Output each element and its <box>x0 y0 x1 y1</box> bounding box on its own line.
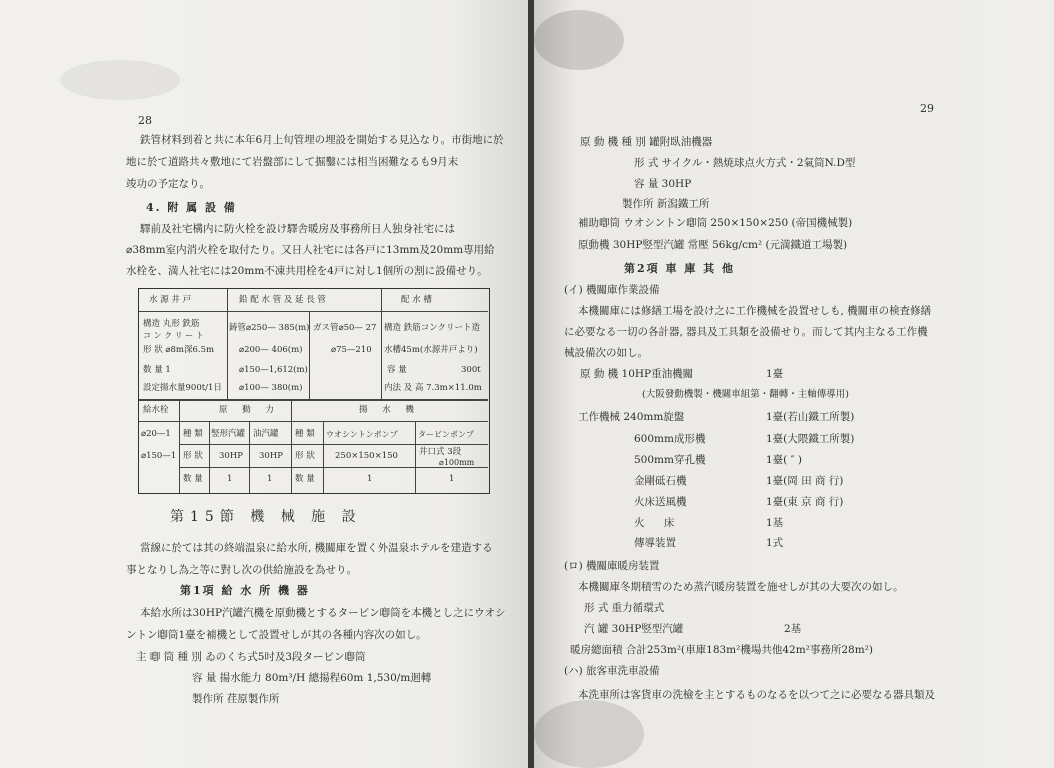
equip-qty: 1臺(大隈鐵工所製) <box>766 433 855 445</box>
header-water-tap: 給水栓 <box>143 405 169 415</box>
section-heading: 第15節 機 械 施 設 <box>170 509 362 525</box>
cell: 数 量 <box>295 474 315 484</box>
para-ha: 本洗車所は客貨車の洗檢を主とするものなるを以つて之に必要なる器具類及 <box>578 689 935 701</box>
cell: 1 <box>367 474 373 484</box>
cell: 鋳管⌀250— 385(m) <box>229 323 310 333</box>
header-water-tank: 配 水 槽 <box>401 295 432 305</box>
table-rule <box>139 421 488 422</box>
header-distribution-pipe: 鉛 配 水 管 及 延 長 管 <box>239 295 326 305</box>
table-rule <box>227 289 228 399</box>
pump-line2: 容 量 揚水能力 80m³/H 總揚程60m 1,530/m迴轉 <box>192 672 432 684</box>
para1-line2: 地に於て道路共々敷地にて岩盤部にして掘鑿には相当困難なるも9月末 <box>126 156 459 168</box>
sub1-heading: 第1項 給 水 所 機 器 <box>180 584 310 597</box>
table-rule <box>415 421 416 493</box>
para1-line1: 鉄管材料到着と共に本年6月上旬管埋の埋設を開始する見込なり。市街地に於 <box>140 134 504 146</box>
ro-heading: (ロ) 機關庫暖房装置 <box>564 560 660 572</box>
cell: コ ン ク リ ー ト <box>143 331 204 340</box>
equip-note: (大阪發動機製・機關車組第・翻轉・主軸傳導用) <box>642 389 849 400</box>
engine-line3: 容 量 30HP <box>634 178 692 190</box>
cell: 容 量 <box>387 365 407 375</box>
cell: 内法 及 高 7.3m×11.0m <box>384 383 482 393</box>
engine-line6: 原動機 30HP竪型汽罐 常壓 56kg/cm² (元満鐵道工場製) <box>578 239 848 251</box>
equip-qty: 1臺 <box>766 368 784 380</box>
cell: 種 類 <box>183 429 203 439</box>
cell: ガス管⌀50— 27 <box>313 323 377 333</box>
equip-qty: 1式 <box>766 537 784 549</box>
cell: 構造 丸形 鉄筋 <box>143 319 200 329</box>
cell: 数 量 1 <box>143 365 171 375</box>
engine-line2: 形 式 サイクル・熱焼球点火方式・2氣筒N.D型 <box>634 157 856 169</box>
table-rule <box>139 399 488 401</box>
cell: タービンポンプ <box>418 430 474 439</box>
engine-line1: 原 動 機 種 別 罐附臥油機器 <box>580 136 713 148</box>
cell: 形 狀 ⌀8m深6.5m <box>143 345 215 355</box>
pump-line3: 製作所 荏原製作所 <box>192 693 280 705</box>
header-power: 原 動 力 <box>219 405 280 415</box>
cell: 1 <box>267 474 273 484</box>
table-rule <box>209 421 210 493</box>
equip-name: 火 床 <box>634 517 683 529</box>
table-rule <box>249 421 250 493</box>
para-i-line2: に必要なる一切の各計器, 器具及工具類を設備せり。而して其内主なる工作機 <box>564 326 928 338</box>
ha-heading: (ハ) 旅客車洗車設備 <box>564 665 660 677</box>
cell: ウオシントンポンプ <box>326 430 398 439</box>
cell: 水槽45m(水源井戸より) <box>384 345 478 355</box>
sub2-heading: 第2項 車 庫 其 他 <box>624 262 735 275</box>
cell: ⌀200— 406(m) <box>239 345 303 355</box>
table-rule <box>381 289 382 399</box>
cell: 250×150×150 <box>335 451 398 461</box>
equip-qty: 1臺(若山鐵工所製) <box>766 411 855 423</box>
equip-name: 火床送風機 <box>634 496 687 508</box>
page-number: 29 <box>920 102 934 115</box>
ro-count: 2基 <box>784 623 802 635</box>
cell: 数 量 <box>183 474 203 484</box>
cell: ⌀150—1,612(m) <box>239 365 308 375</box>
equip-name: 500mm穿孔機 <box>634 454 706 466</box>
table-rule <box>323 421 324 493</box>
cell: 構造 鉄筋コンクリート造 <box>384 323 481 333</box>
para4-line2: ントン喞筒1臺を補機として設置せしが其の各種内容次の如し。 <box>126 629 427 641</box>
cell: 30HP <box>259 451 283 461</box>
equip-qty: 1臺(岡 田 商 行) <box>766 475 844 487</box>
para1-line3: 竣功の予定なり。 <box>126 178 210 190</box>
table-rule <box>291 399 292 493</box>
para3-line1: 當線に於ては其の終端温泉に給水所, 機關庫を置く外温泉ホテルを建造する <box>140 542 493 554</box>
header-water-well: 水 源 井 戸 <box>149 295 192 305</box>
cell: 30HP <box>219 451 243 461</box>
para-i-line1: 本機關庫には修繕工場を設け之に工作機械を設置せしも, 機關車の検査修繕 <box>578 305 932 317</box>
equip-name: 工作機械 240mm旋盤 <box>578 411 685 423</box>
cell: 種 類 <box>295 429 315 439</box>
cell: 設定揚水量900t/1日 <box>143 383 222 393</box>
engine-line4: 製作所 新潟鐵工所 <box>622 198 710 210</box>
para2-line2: ⌀38mm室内消火栓を取付たり。又日人社宅には各戸に13mm及20mm専用給 <box>126 244 495 256</box>
para3-line2: 事となりし為之等に對し次の供給施設を為せり。 <box>126 564 357 576</box>
equip-name: 金剛砥石機 <box>634 475 687 487</box>
ro-line2: 汽 罐 30HP竪型汽罐 <box>584 623 684 635</box>
pump-line1: 主 喞 筒 種 別 ゐのくち式5吋及3段タービン喞筒 <box>136 651 366 663</box>
cell: 井口式 3段 <box>419 447 462 457</box>
table-rule <box>179 444 488 445</box>
header-pump: 揚 水 機 <box>359 405 420 415</box>
equip-name: 傳導装置 <box>634 537 676 549</box>
para4-line1: 本給水所は30HP汽罐汽機を原動機とするタービン喞筒を本機とし之にウオシ <box>140 607 506 619</box>
paper-stain <box>534 700 644 768</box>
equip-qty: 1基 <box>766 517 784 529</box>
paper-stain <box>534 10 624 70</box>
equip-name: 原 動 機 10HP重油機關 <box>580 368 694 380</box>
cell: ⌀100mm <box>439 458 475 467</box>
para2-line3: 水栓を、満人社宅には20mm不凍共用栓を4戸に対し1個所の割に設備せり。 <box>126 265 488 277</box>
equip-qty: 1臺(東 京 商 行) <box>766 496 844 508</box>
para-i-line3: 械設備次の如し。 <box>564 347 648 359</box>
table-rule <box>179 399 180 493</box>
cell: 竪形汽罐 <box>211 429 246 439</box>
page-number: 28 <box>138 114 152 127</box>
right-page <box>534 0 1054 768</box>
cell: ⌀100— 380(m) <box>239 383 303 393</box>
engine-line5: 補助喞筒 ウオシントン喞筒 250×150×250 (帝国機械製) <box>578 217 853 229</box>
equip-qty: 1臺( ″ ) <box>766 454 802 466</box>
cell: 1 <box>227 474 233 484</box>
cell: ⌀20—1 <box>141 429 171 439</box>
para-ro: 本機關庫冬期積雪のため蒸汽暖房装置を施せしが其の大要次の如し。 <box>578 581 904 593</box>
ro-line3: 暖房總面積 合計253m²(車庫183m²機場共他42m²事務所28m²) <box>570 644 873 656</box>
water-facility-table <box>138 288 490 494</box>
cell: 1 <box>449 474 455 484</box>
ro-line1: 形 式 重力循環式 <box>584 602 665 614</box>
equip-name: 600mm成形機 <box>634 433 706 445</box>
cell: ⌀150—1 <box>141 451 177 461</box>
i-heading: (イ) 機關庫作業設備 <box>564 284 660 296</box>
cell: 形 狀 <box>183 451 203 461</box>
cell: 油汽罐 <box>253 429 279 439</box>
paper-stain <box>60 60 180 100</box>
cell: ⌀75—210 <box>331 345 372 355</box>
para2-line1: 驛前及社宅構内に防火栓を設け驛舎暖房及事務所日人独身社宅には <box>140 223 455 235</box>
sub4-heading: 4. 附 属 設 備 <box>146 201 237 214</box>
table-rule <box>139 311 488 312</box>
cell: 形 狀 <box>295 451 315 461</box>
cell: 300t <box>461 365 481 375</box>
